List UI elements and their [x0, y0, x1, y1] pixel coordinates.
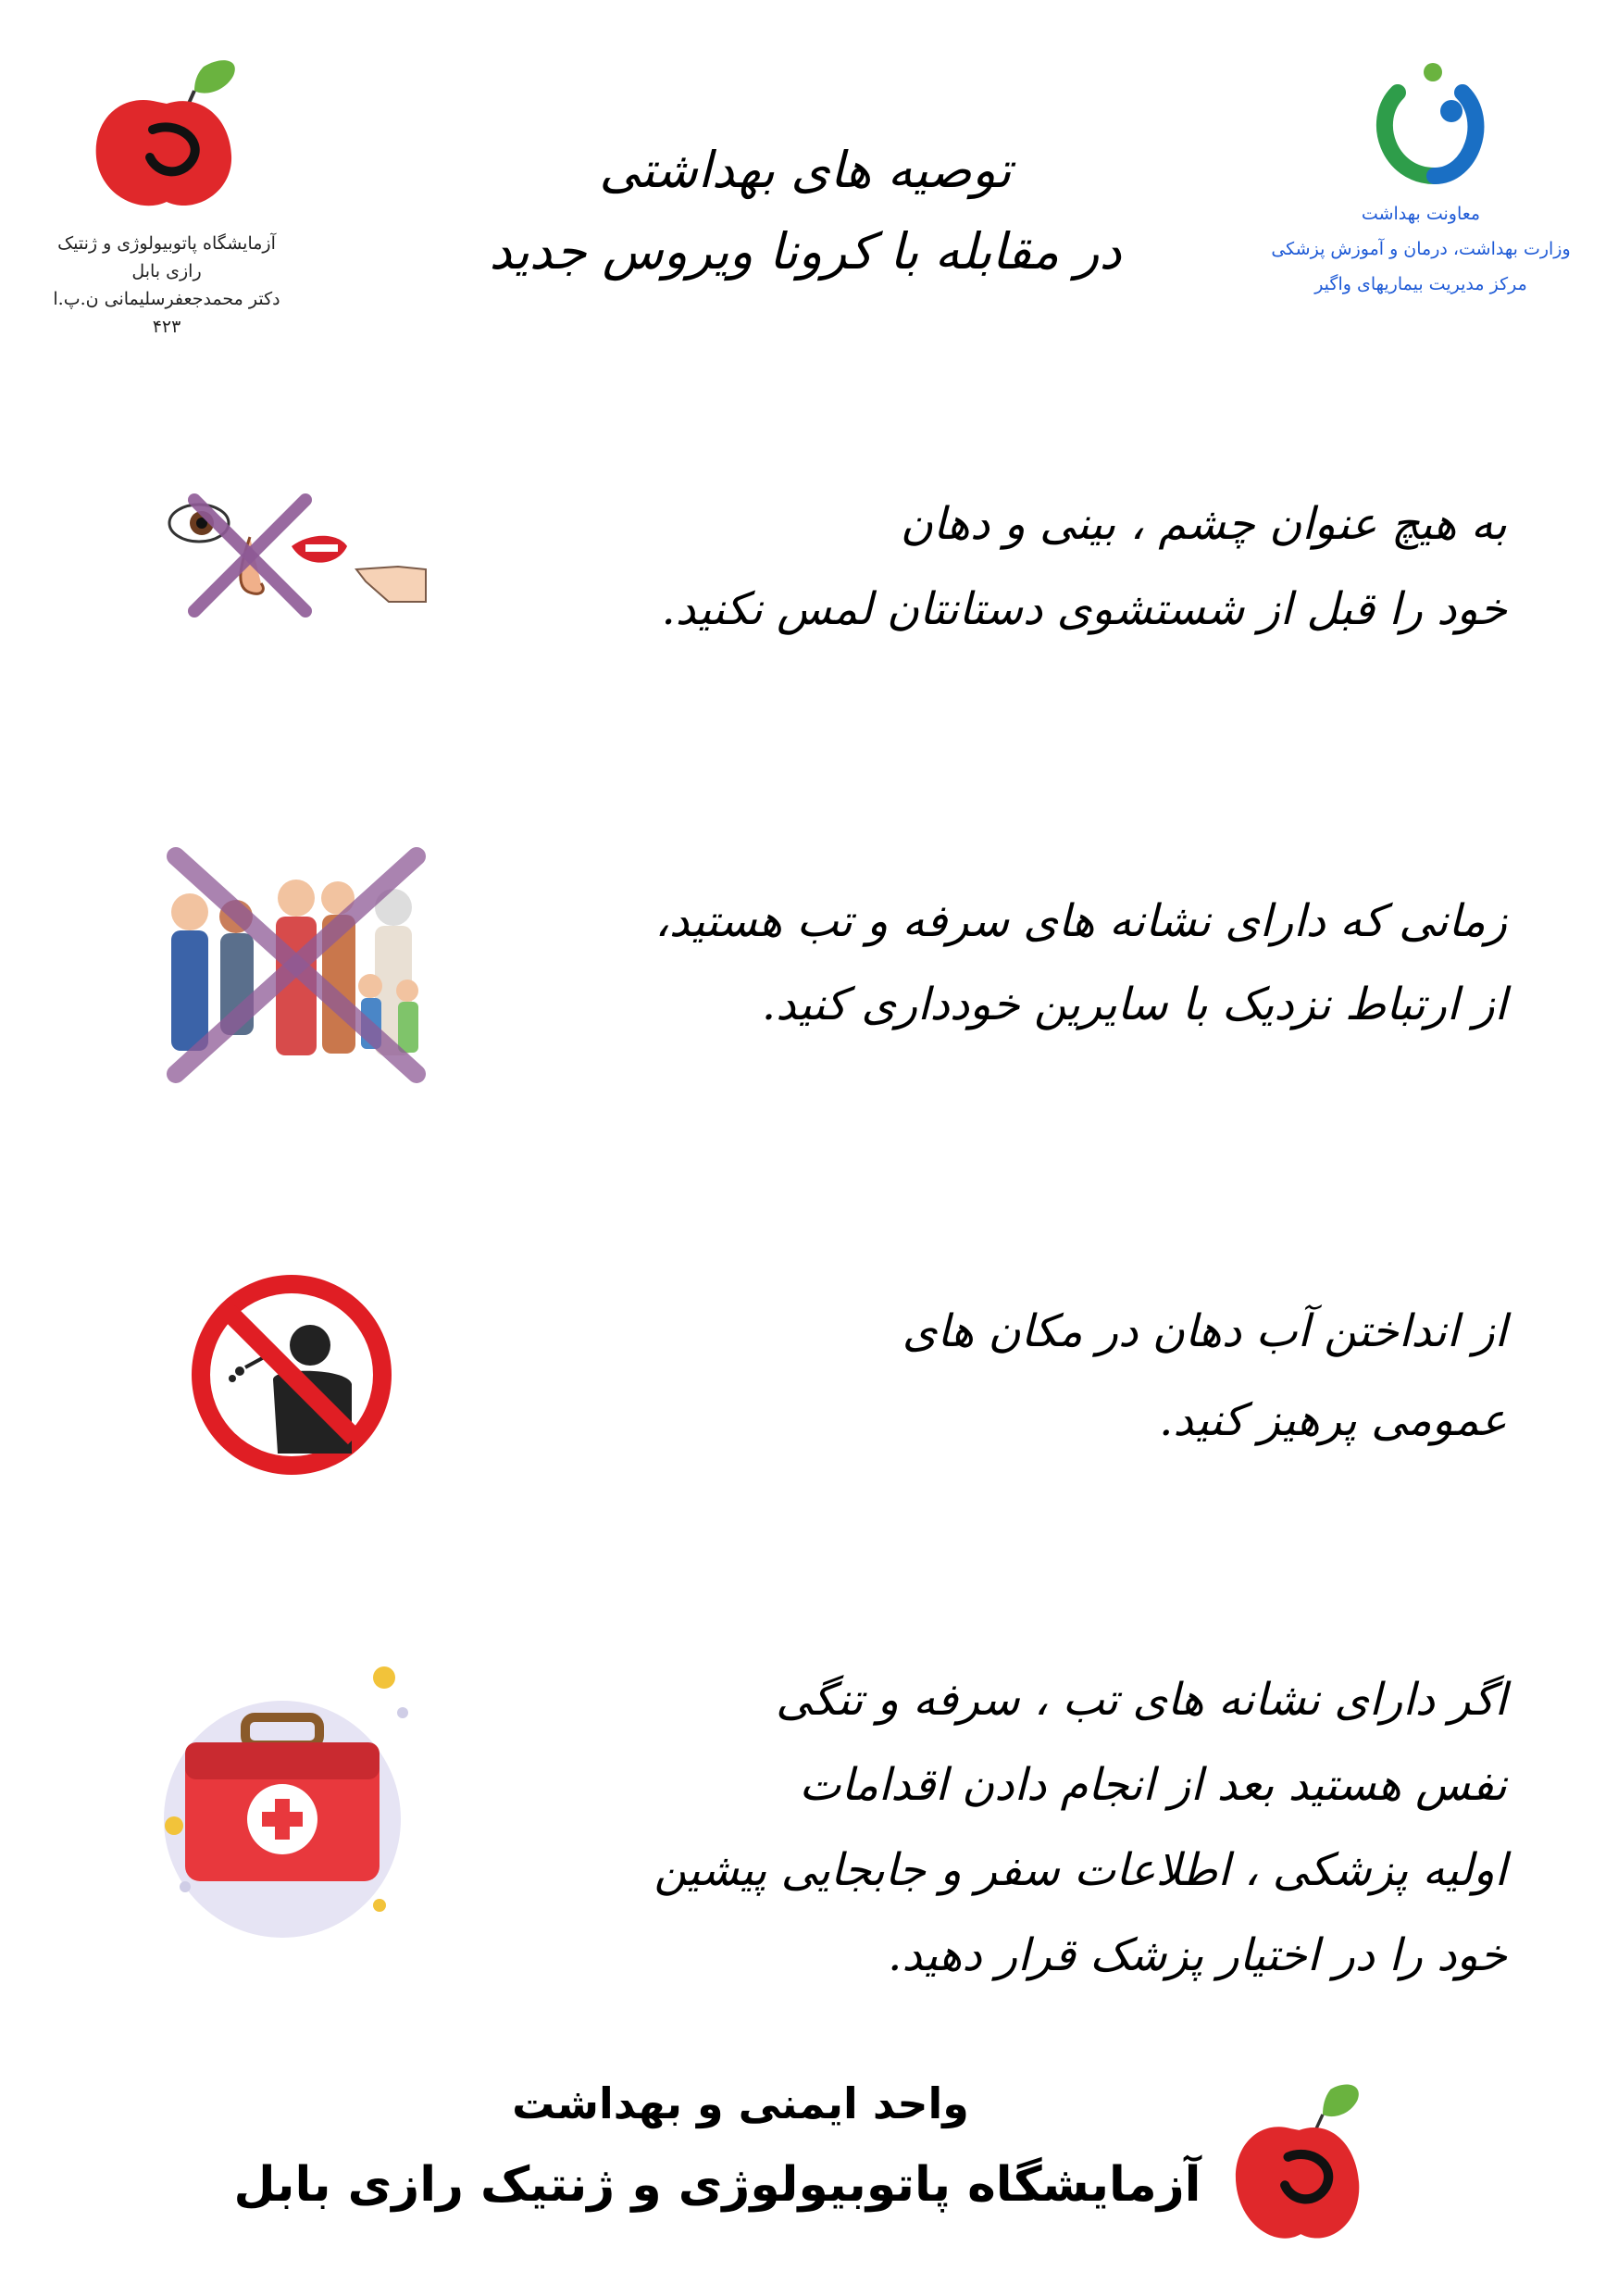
- recommendation-line: خود را قبل از شستشوی دستانتان لمس نکنید.: [661, 583, 1507, 635]
- recommendation-line: اولیه پزشکی ، اطلاعات سفر و جابجایی پیشین: [653, 1844, 1507, 1896]
- ministry-line: معاونت بهداشت: [1361, 204, 1481, 224]
- lab-caption-line: آزمایشگاه پاتوبیولوژی و ژنتیک رازی بابل: [57, 233, 276, 281]
- recommendation-text: [507, 1287, 1507, 1465]
- recommendation-line: از انداختن آب دهان در مکان های: [902, 1305, 1507, 1357]
- recommendation-line: نفس هستید بعد از انجام دادن اقدامات: [799, 1759, 1507, 1811]
- first-aid-kit-icon: [148, 1657, 426, 1944]
- lab-logo: [1213, 2074, 1370, 2259]
- footer-unit-title: واحد ایمنی و بهداشت: [512, 2078, 969, 2128]
- ministry-text: [1240, 196, 1601, 302]
- recommendation-line: زمانی که دارای نشانه های سرفه و تب هستید،: [654, 895, 1507, 947]
- page-title: [444, 130, 1166, 293]
- recommendation-line: از ارتباط نزدیک با سایرین خودداری کنید.: [761, 979, 1507, 1030]
- ministry-line: وزارت بهداشت، درمان و آموزش پزشکی: [1271, 239, 1571, 259]
- recommendation-line: عمومی پرهیز کنید.: [1159, 1394, 1507, 1446]
- recommendation-line: خود را در اختیار پزشک قرار دهید.: [888, 1929, 1507, 1981]
- title-line: توصیه های بهداشتی: [599, 141, 1012, 199]
- no-spitting-icon: [180, 1264, 403, 1486]
- ministry-logo: [1361, 56, 1500, 194]
- no-touching-face-icon: [157, 481, 435, 620]
- lab-caption: [37, 230, 296, 341]
- ministry-line: مرکز مدیریت بیماریهای واگیر: [1314, 274, 1527, 294]
- recommendation-line: به هیچ عنوان چشم ، بینی و دهان: [900, 498, 1507, 550]
- title-line: در مقابله با کرونا ویروس جدید: [489, 222, 1122, 281]
- recommendation-text: [507, 880, 1507, 1046]
- recommendation-text: [507, 481, 1507, 652]
- no-close-contact-icon: [148, 838, 444, 1088]
- lab-caption-line: دکتر محمدجعفرسلیمانی ن.پ.ا ۴۲۳: [53, 289, 280, 337]
- recommendation-line: اگر دارای نشانه های تب ، سرفه و تنگی: [776, 1674, 1507, 1726]
- recommendation-text: [507, 1657, 1507, 1998]
- lab-logo: [65, 56, 250, 213]
- footer-lab-name: آزمایشگاه پاتوبیولوژی و ژنتیک رازی بابل: [233, 2157, 1201, 2213]
